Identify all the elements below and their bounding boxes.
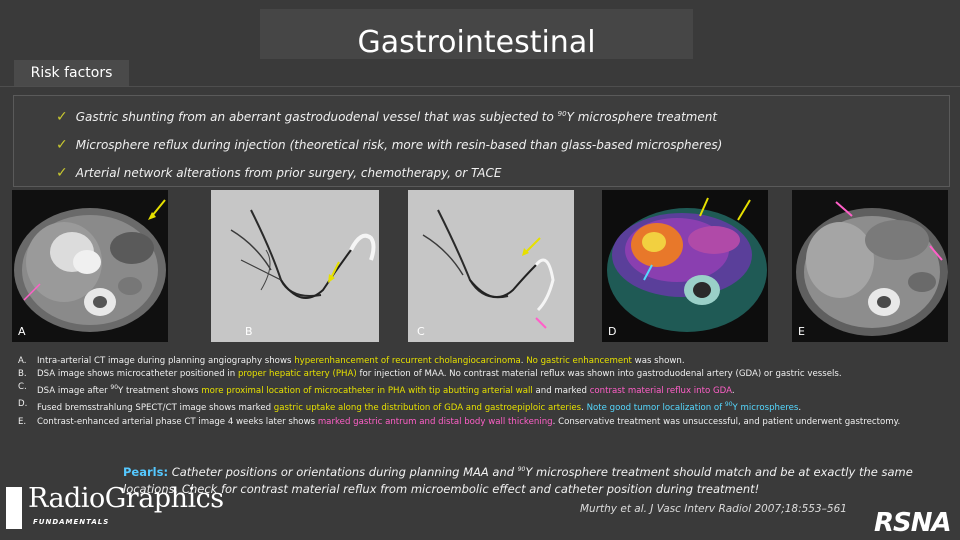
panel-label-b: B: [245, 325, 253, 338]
image-panel-e: [792, 190, 948, 342]
caption-d: D. Fused bremsstrahlung SPECT/CT image shows marked gastric uptake along the distribution of GDA and gastroepiploic arteries. Note good tumor localization of $^{90}$Y microspheres.: [18, 399, 802, 414]
pearls-label: Pearls:: [123, 464, 169, 479]
slide-title-box: [260, 9, 693, 59]
panel-label-d: D: [608, 325, 617, 338]
panel-label-e: E: [798, 325, 805, 338]
slide-title: Gastrointestinal: [357, 25, 596, 60]
caption-a: A. Intra-arterial CT image during planning angiography shows hyperenhancement of recurrent cholangiocarcinoma. No gastric enhancement was shown.: [18, 356, 685, 366]
checkmark-icon: ✓: [56, 165, 68, 181]
figure-captions: [18, 355, 948, 429]
checkmark-icon: ✓: [56, 109, 68, 125]
caption-b: B. DSA image shows microcatheter positioned in proper hepatic artery (PHA) for injection of MAA. No contrast material reflux was shown into gastroduodenal artery (GDA) or gastric vessels.: [18, 369, 842, 380]
dsa-image-c: [408, 190, 574, 342]
panel-label-a: A: [18, 325, 26, 338]
risk-factor-item: ✓ Microsphere reflux during injection (theoretical risk, more with resin-based than glass-based microspheres): [56, 137, 723, 153]
divider-line: [0, 86, 960, 87]
panel-label-c: C: [417, 325, 425, 338]
logo-mark-icon: [6, 487, 22, 529]
ct-image-a: [12, 190, 168, 342]
spect-image-d: [602, 190, 768, 342]
ct-image-e: [792, 190, 948, 342]
checkmark-icon: ✓: [56, 137, 68, 153]
rsna-logo: RSNA: [874, 508, 951, 538]
risk-factor-item: ✓ Arterial network alterations from prior surgery, chemotherapy, or TACE: [56, 165, 502, 181]
image-panel-b: [211, 190, 379, 342]
dsa-image-b: [211, 190, 379, 342]
risk-factor-item: ✓ Gastric shunting from an aberrant gastroduodenal vessel that was subjected to $^{90}$Y microsphere treatment: [56, 109, 718, 125]
pearls-text: Pearls: Catheter positions or orientations during planning MAA and $^{90}$Y microsphere treatment should match and be at exactly the same locations. Check for contrast material reflux from microembolic effect and catheter position during treatment!: [123, 464, 913, 496]
citation: Murthy et al. J Vasc Interv Radiol 2007;18:553–561: [580, 503, 847, 515]
risk-factors-tab: Risk factors: [14, 60, 129, 86]
image-panel-c: [408, 190, 574, 342]
image-panel-d: [602, 190, 768, 342]
risk-factors-box: [13, 95, 950, 187]
caption-e: E. Contrast-enhanced arterial phase CT image 4 weeks later shows marked gastric antrum and distal body wall thickening. Conservative treatment was unsuccessful, and patient underwent gastrectomy.: [18, 416, 901, 427]
image-panel-a: [12, 190, 168, 342]
caption-c: C. DSA image after $^{90}$Y treatment shows more proximal location of microcatheter in PHA with tip abutting arterial wall and marked contrast material reflux into GDA.: [18, 382, 735, 397]
